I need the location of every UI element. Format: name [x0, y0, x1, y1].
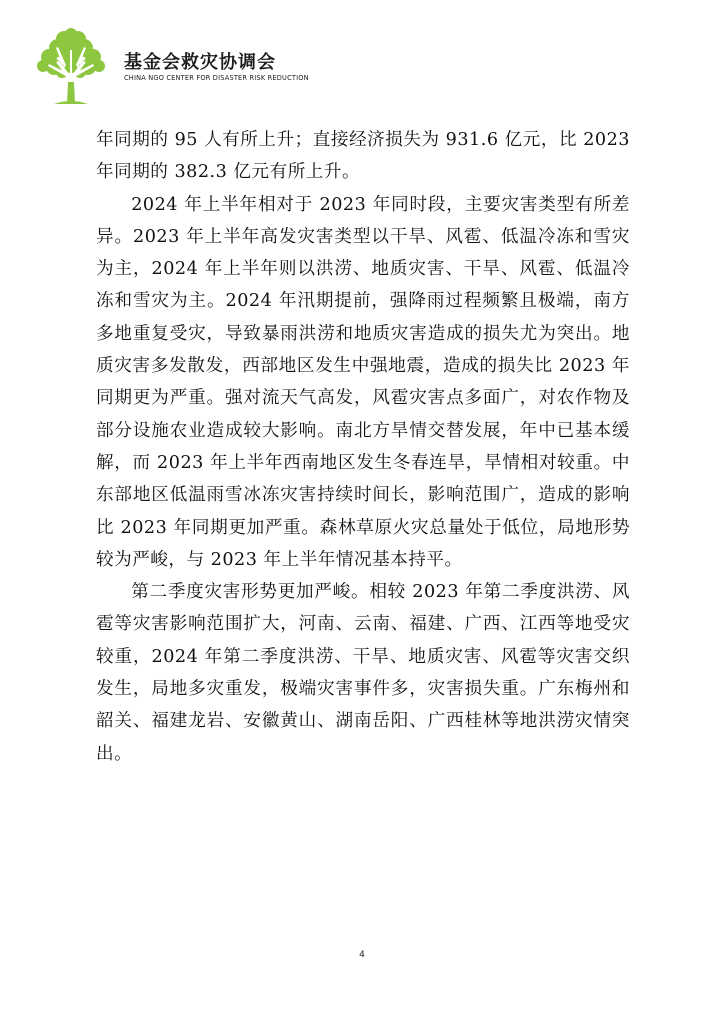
org-name-english: CHINA NGO CENTER FOR DISASTER RISK REDUCTION: [124, 74, 309, 82]
page-header: [34, 28, 334, 106]
paragraph-disaster-type-comparison: 2024 年上半年相对于 2023 年同时段，主要灾害类型有所差异。2023 年上半年高发灾害类型以干旱、风雹、低温冷冻和雪灾为主，2024 年上半年则以洪涝、地质灾害、干旱、风雹、低温冷冻和雪灾为主。2024 年汛期提前，强降雨过程频繁且极端，南方多地重复受灾，导致暴雨洪涝和地质灾害造成的损失尤为突出。地质灾害多发散发，西部地区发生中强地震，造成的损失比 2023 年同期更为严重。强对流天气高发，风雹灾害点多面广，对农作物及部分设施农业造成较大影响。南北方旱情交替发展，年中已基本缓解，而 2023 年上半年西南地区发生冬春连旱，旱情相对较重。中东部地区低温雨雪冰冻灾害持续时间长，影响范围广，造成的影响比 2023 年同期更加严重。森林草原火灾总量处于低位，局地形势较为严峻，与 2023 年上半年情况基本持平。: [96, 194, 630, 570]
page-number: 4: [359, 950, 365, 960]
tree-logo-icon: [34, 28, 108, 104]
org-name-chinese: 基金会救灾协调会: [124, 52, 276, 73]
document-body: [96, 124, 630, 770]
paragraph-second-quarter: 第二季度灾害形势更加严峻。相较 2023 年第二季度洪涝、风雹等灾害影响范围扩大，河南、云南、福建、广西、江西等地受灾较重，2024 年第二季度洪涝、干旱、地质灾害、风雹等灾害交织发生，局地多灾重发，极端灾害事件多，灾害损失重。广东梅州和韶关、福建龙岩、安徽黄山、湖南岳阳、广西桂林等地洪涝灾情突出。: [96, 582, 630, 764]
paragraph-continuation: 年同期的 95 人有所上升；直接经济损失为 931.6 亿元，比 2023 年同期的 382.3 亿元有所上升。: [96, 130, 630, 183]
